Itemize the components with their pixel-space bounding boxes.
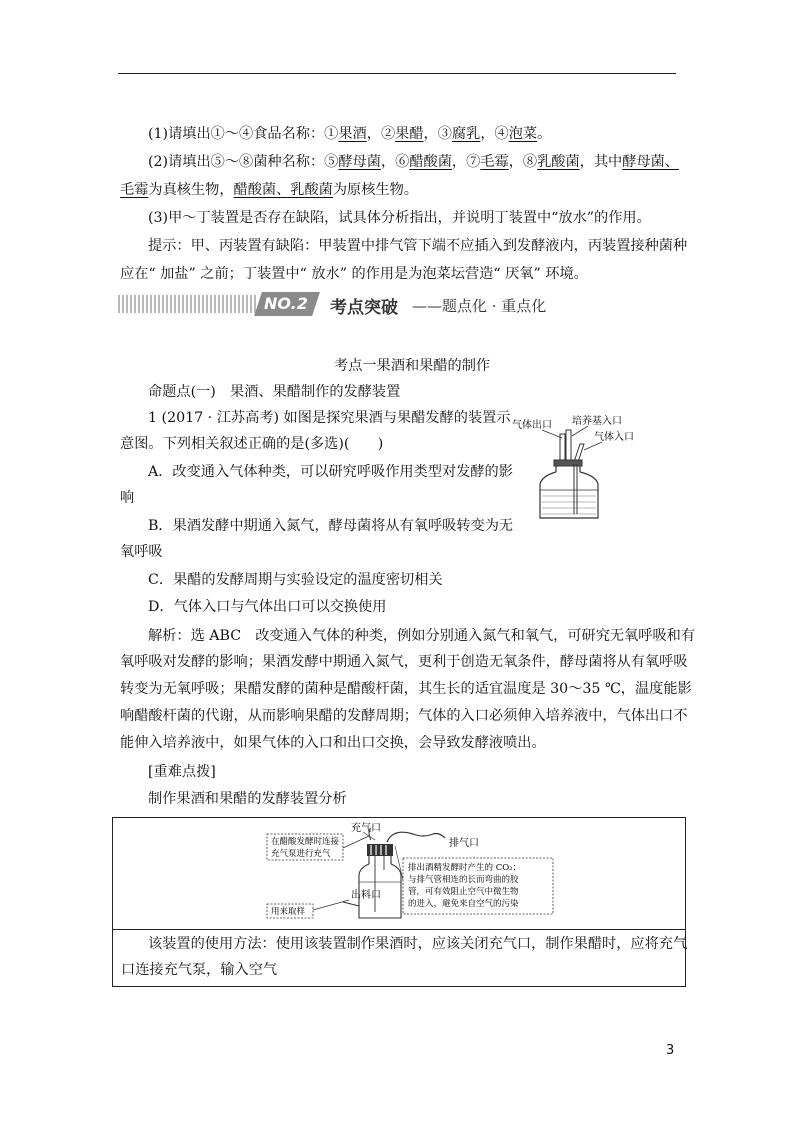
section-title: 考点一果酒和果醋的制作 xyxy=(334,358,491,374)
q1-sep: ，③ xyxy=(423,126,452,142)
fermenter-device-figure xyxy=(263,820,563,926)
question-2-line-1 xyxy=(148,152,679,172)
subsection-title: 命题点(一) 果酒、果醋制作的发酵装置 xyxy=(148,384,401,400)
question-stem-line-1: 1 (2017 · 江苏高考) 如图是探究果酒与果醋发酵的装置示 xyxy=(148,410,511,426)
q1-end: 。 xyxy=(537,126,552,142)
device-analysis-table xyxy=(112,817,686,987)
device-analysis-title: 制作果酒和果醋的发酵装置分析 xyxy=(148,791,347,807)
banner-stripes xyxy=(118,295,258,313)
key-points-heading: [重难点拨] xyxy=(148,764,216,780)
usage-line-1: 该装置的使用方法：使用该装置制作果酒时，应该关闭充气口，制作果醋时，应将充气 xyxy=(148,936,688,952)
q1-answer-1: 果酒 xyxy=(338,126,367,142)
exhaust-port-label: 排气口 xyxy=(449,838,479,849)
q2-prefix: (2)请填出⑤～⑧菌种名称：⑤ xyxy=(148,154,339,170)
note-right-line-2: 与排气管相连的长而弯曲的胶 xyxy=(408,875,519,885)
note-left-line-1: 在醋酸发酵时连接 xyxy=(271,837,340,847)
question-1-line xyxy=(148,124,551,144)
analysis-line-3: 转变为无氧呼吸；果醋发酵的菌种是醋酸杆菌，其生长的适宜温度是 30～35 ℃，温度能影 xyxy=(120,681,692,697)
q1-sep: ，④ xyxy=(480,126,509,142)
note-right-line-4: 的进入，避免来自空气的污染 xyxy=(408,899,519,909)
q1-answer-3: 腐乳 xyxy=(451,126,481,142)
banner-subtitle: ——题点化 · 重点化 xyxy=(412,297,547,315)
q2-sep: ，⑥ xyxy=(380,154,410,170)
gas-outlet-label: 气体出口 xyxy=(512,420,552,431)
q1-sep: ，② xyxy=(366,126,396,142)
usage-line-2: 口连接充气泵，输入空气 xyxy=(121,962,278,978)
q2-answer-2: 醋酸菌 xyxy=(409,154,452,170)
section-banner xyxy=(118,292,548,316)
option-a-line-2: 响 xyxy=(120,490,135,506)
charge-port-label: 充气口 xyxy=(351,823,381,834)
q2-answer-1: 酵母菌 xyxy=(338,154,381,170)
q1-prefix: (1)请填出①～④食品名称：① xyxy=(148,126,339,142)
analysis-line-2: 氧呼吸对发酵的影响；果酒发酵中期通入氮气，更利于创造无氧条件，酵母菌将从有氧呼吸 xyxy=(120,654,688,670)
note-right-line-1: 排出酒精发酵时产生的 CO₂； xyxy=(408,863,522,873)
medium-inlet-label: 培养基入口 xyxy=(572,416,622,427)
note-left-line-2: 充气泵进行充气 xyxy=(271,849,331,859)
option-d: D．气体入口与气体出口可以交换使用 xyxy=(148,599,387,615)
fermentation-bottle-figure xyxy=(510,414,680,526)
q1-answer-4: 泡菜 xyxy=(508,126,538,142)
question-stem-line-2: 意图。下列相关叙述正确的是(多选)( ) xyxy=(120,436,384,452)
analysis-line-1: 解析：选 ABC 改变通入气体的种类，例如分别通入氮气和氧气，可研究无氧呼吸和有 xyxy=(148,628,696,644)
option-b-line-2: 氧呼吸 xyxy=(120,544,163,560)
analysis-line-5: 能伸入培养液中，如果气体的入口和出口交换，会导致发酵液喷出。 xyxy=(120,735,546,751)
question-3: (3)甲～丁装置是否存在缺陷，试具体分析指出，并说明丁装置中“放水”的作用。 xyxy=(148,210,651,226)
analysis-line-4: 响醋酸杆菌的代谢，从而影响果醋的发酵周期；气体的入口必须伸入培养液中，气体出口不 xyxy=(120,708,688,724)
q2-sep: ，其中 xyxy=(579,154,623,170)
q2-answer-3: 毛霉 xyxy=(480,154,509,170)
q2-sep: ，⑧ xyxy=(508,154,538,170)
hint-line-2: 应在“ 加盐” 之前；丁装置中“ 放水” 的作用是为泡菜坛营造“ 厌氧” 环境。 xyxy=(120,266,588,282)
note-right-line-3: 管，可有效阻止空气中微生物 xyxy=(408,887,519,897)
page-number: 3 xyxy=(666,1043,675,1058)
question-2-line-2 xyxy=(120,180,418,200)
table-row-divider xyxy=(113,929,685,930)
q1-answer-2: 果醋 xyxy=(395,126,424,142)
q2-answer-4: 乳酸菌 xyxy=(537,154,580,170)
option-a-line-1: A．改变通入气体种类，可以研究呼吸作用类型对发酵的影 xyxy=(148,464,513,480)
option-c: C．果醋的发酵周期与实验设定的温度密切相关 xyxy=(148,572,443,588)
header-rule xyxy=(118,73,676,74)
banner-badge: NO.2 xyxy=(264,294,308,313)
q2-text: 为原核生物。 xyxy=(332,182,418,198)
option-b-line-1: B．果酒发酵中期通入氮气，酵母菌将从有氧呼吸转变为无 xyxy=(148,518,514,534)
banner-title: 考点突破 xyxy=(330,298,398,318)
q2-text: 为真核生物， xyxy=(148,182,234,198)
q2-sep: ，⑦ xyxy=(451,154,481,170)
outlet-port-label: 出料口 xyxy=(351,890,381,901)
gas-inlet-label: 气体入口 xyxy=(594,432,634,443)
q2-answer-5: 酵母菌、 xyxy=(622,154,679,170)
note-sample: 用来取样 xyxy=(271,907,306,917)
q2-answer-6: 毛霉 xyxy=(120,182,149,198)
q2-answer-7: 醋酸菌、乳酸菌 xyxy=(233,182,333,198)
hint-line-1: 提示：甲、丙装置有缺陷：甲装置中排气管下端不应插入到发酵液内，丙装置接种菌种 xyxy=(148,238,688,254)
